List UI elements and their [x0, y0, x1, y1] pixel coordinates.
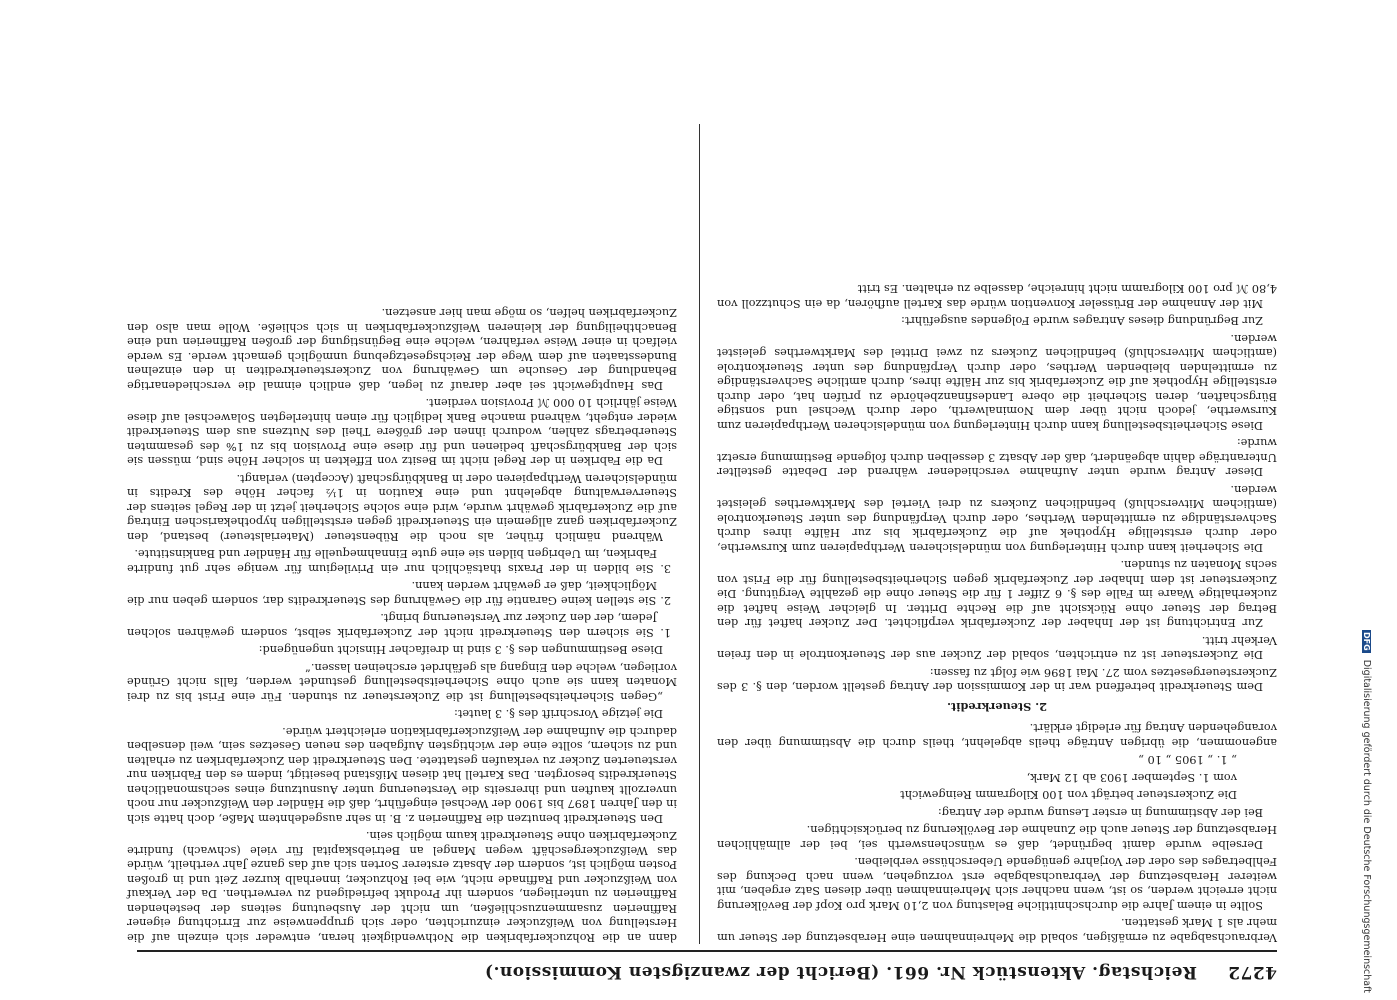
- page-title: Reichstag. Aktenstück Nr. 661. (Bericht der zwanzigsten Kommission.): [484, 962, 1197, 982]
- dfg-logo: DFG: [1362, 632, 1371, 651]
- paragraph: vom 1. September 1903 ab 12 Mark,: [1026, 771, 1237, 784]
- funding-credit: [1358, 630, 1372, 994]
- column-divider: [699, 124, 700, 944]
- header-rule: [137, 950, 1277, 952]
- paragraph: Während nämlich früher, als noch die Rübensteuer (Materialsteuer) bestand, den Zuckerfabriken ganz allgemein ein Steuerkredit gegen erststelligen hypothekarischen Eintrag auf die Zuckerfabrik gewährt wurde, wird eine solche Sicherheit jetzt in der Regel seitens der Steuerverwaltung abgelehnt und eine Kaution in 1½ facher Höhe des Kredits in mündelsicheren Werthpapieren oder in Bankbürgschaft (Accepten) verlangt.: [127, 472, 677, 543]
- paragraph: Die Sicherheit kann durch Hinterlegung von mündelsicheren Werthpapieren zum Kurswerthe, oder durch erststellige Hypothek auf die Zuckerfabrik bis zur Hälfte ihres durch Sachverständige zu ermittelnden Werthes, oder durch Verpfändung des unter Steuerkontrole (amtlichem Mitverschluß) befindlichen Zuckers zu drei Viertel des Marktwerthes geleistet werden.: [717, 483, 1277, 554]
- paragraph: „ 1. „ 1905 „ 10 „: [1138, 753, 1237, 767]
- paragraph: Das Hauptgewicht sei aber darauf zu legen, daß endlich einmal die verschiedenartige Behandlung der Gesuche um Gewährung von Zuckersteuerkrediten in den einzelnen Bundesstaaten auf dem Wege der Reichsgesetzgebung unmöglich gemacht werde. Es werde vielfach in einer Weise verfahren, welche eine Begünstigung der großen Raffinerien und eine Benachtheiligung der kleineren Weißzuckerfabriken in sich schließe. Wolle man also den Zuckerfabriken helfen, so möge man hier ansetzen.: [127, 306, 677, 392]
- left-column: [717, 64, 1277, 944]
- paragraph: 3. Sie bilden in der Praxis thatsächlich nur ein Privilegium für wenige sehr gut fundirte Fabriken, im Uebrigen bilden sie eine gute Einnahmequelle für Händler und Bankinstitute.: [127, 547, 671, 575]
- paragraph: angenommen, die übrigen Anträge theils abgelehnt, theils durch die Abstimmung über den vorangehenden Antrag für erledigt erklärt.: [717, 721, 1277, 749]
- paragraph: Die Zuckersteuer beträgt von 100 Kilogramm Reingewicht: [900, 788, 1237, 802]
- paragraph: Zur Begründung dieses Antrages wurde Folgendes ausgeführt:: [901, 314, 1263, 328]
- funding-credit-text: Digitalisierung gefördert durch die Deutsche Forschungsgemeinschaft: [1361, 659, 1372, 994]
- paragraph: Zur Entrichtung ist der Inhaber der Zuckerfabrik verpflichtet. Der Zucker haftet für den Betrag der Steuer ohne Rücksicht auf die Rechte Dritter. In gleicher Weise haftet die zuckerhaltige Waare im Falle des §. 6 Ziffer 1 für die Steuer ohne die gezahlte Vergütung. Die Zuckersteuer ist dem Inhaber der Zuckerfabrik gegen Sicherheitsbestellung für die Frist von sechs Monaten zu stunden.: [717, 558, 1277, 630]
- paragraph: dann an die Rohzuckerfabriken die Nothwendigkeit heran, entweder sich einzeln auf die Herstellung von Weißzucker einzurichten, oder sich gruppenweise zur Errichtung eigener Raffinerien zusammenzuschließen, um nicht der Ausbeutung seitens der bestehenden Raffinerien zu unterliegen, sondern ihr Produkt befriedigend zu verwerthen. Da der Verkauf von Weißzucker und Raffinade nicht, wie bei Rohzucker, innerhalb kurzer Zeit und in großen Posten möglich ist, sondern der Absatz ersterer Sorten sich auf das ganze Jahr vertheilt, würde das Weißzuckergeschäft wegen Mangel an Betriebskapital für viele (schwach) fundirte Zuckerfabriken ohne Steuerkredit kaum möglich sein.: [127, 829, 677, 944]
- paragraph: Dieser Antrag wurde unter Aufnahme verschiedener während der Debatte gestellter Unteranträge dahin abgeändert, daß der Absatz 3 desselben durch folgende Bestimmung ersetzt wurde:: [717, 436, 1277, 479]
- paragraph: Diese Sicherheitsbestellung kann durch Hinterlegung von mündelsicheren Werthpapieren zum Kurswerthe, jedoch nicht über dem Nominalwerth, oder durch Wechsel und sonstige Bürgschaften, deren Sicherheit die obere Landesfinanzbehörde zu prüfen hat, oder durch erststellige Hypothek auf die Zuckerfabrik bis zur Hälfte ihres, durch amtliche Sachverständige zu ermittelnden bleibenden Werthes, oder durch Verpfändung des unter Steuerkontrole (amtlichem Mitverschluß) befindlichen Zuckers zu zwei Drittel des Marktwerthes geleistet werden.: [717, 332, 1277, 432]
- paragraph: „Gegen Sicherheitsbestellung ist die Zuckersteuer zu stunden. Für eine Frist bis zu drei Monaten kann sie auch ohne Sicherheitsbestellung gestundet werden, falls nicht Gründe vorliegen, welche den Eingang als gefährdet erscheinen lassen.“: [127, 661, 677, 703]
- paragraph: Dem Steuerkredit betreffend war in der Kommission der Antrag gestellt worden, den §. 3 des Zuckersteuergesetzes vom 27. Mai 1896 wie folgt zu fassen:: [717, 666, 1277, 694]
- paragraph: Die jetzige Vorschrift des §. 3 lautet:: [454, 707, 663, 721]
- paragraph: Die Zuckersteuer ist zu entrichten, sobald der Zucker aus der Steuerkontrole in den freien Verkehr tritt.: [717, 634, 1277, 662]
- paragraph: Bei der Abstimmung in erster Lesung wurde der Antrag:: [937, 806, 1263, 819]
- section-heading: 2. Steuerkredit.: [947, 700, 1047, 714]
- right-column: [127, 64, 677, 944]
- paragraph: Da die Fabriken in der Regel nicht im Besitz von Effekten in solcher Höhe sind, müssen sie sich der Bankbürgschaft bedienen und für diese eine Provision bis zu 1% des gesammten Steuerbetrags zahlen, wodurch ihnen der größere Theil des Nutzens aus dem Steuerkredit wieder entgeht, während manche Bank lediglich für einen hinterlegten Solawechsel auf diese Weise jährlich 10 000 ℳ Provision verdient.: [127, 396, 677, 468]
- paragraph: Mit der Annahme der Brüsseler Konvention würde das Kartell aufhören, da ein Schutzzoll von 4,80 ℳ pro 100 Kilogramm nicht hinreiche, dasselbe zu erhalten. Es tritt: [717, 282, 1277, 310]
- paragraph: Diese Bestimmungen des §. 3 sind in dreifacher Hinsicht ungenügend:: [258, 643, 663, 657]
- page-header: [147, 956, 1277, 982]
- paragraph: Den Steuerkredit benutzen die Raffinerien z. B. in sehr ausgedehntem Maße, doch hatte sich in den Jahren 1897 bis 1900 der Wechsel eingeführt, daß die Händler den Weißzucker nur noch unverzollt kauften und ihrerseits die Versteuerung unter Ausnutzung eines sechsmonatlichen Steuerkredits besorgten. Das Kartell hat diesen Mißstand beseitigt, indem es den Fabriken nur versteuerten Zucker zu verkaufen gestattete. Den Steuerkredit den Zuckerfabriken zu erhalten und zu sichern, sollte eine der wichtigsten Aufgaben des neuen Gesetzes sein, weil denselben dadurch die Aufnahme der Weißzuckerfabrikation erleichtert würde.: [127, 725, 677, 825]
- paragraph: 2. Sie stellen keine Garantie für die Gewährung des Steuerkredits dar, sondern geben nur die Möglichkeit, daß er gewährt werden kann.: [127, 579, 671, 607]
- paragraph: Sollte in einem Jahre die durchschnittliche Belastung von 2,10 Mark pro Kopf der Bevölkerung nicht erreicht werden, so ist, wenn nachher sich Mehreinnahmen über diesen Satz ergeben, mit weiterer Herabsetzung der Verbrauchsabgabe erst vorzugehen, wenn nach Deckung des Fehlbetrages des oder der Vorjahre genügende Ueberschüsse verbleiben.: [717, 855, 1277, 912]
- paragraph: Derselbe wurde damit begründet, daß es wünschenswerth sei, bei der allmählichen Herabsetzung der Steuer auch die Zunahme der Bevölkerung zu berücksichtigen.: [717, 823, 1277, 851]
- paragraph: 1. Sie sichern den Steuerkredit nicht der Zuckerfabrik selbst, sondern gewähren solchen Jedem, der den Zucker zur Versteuerung bringt.: [127, 611, 671, 639]
- paragraph: Verbrauchsabgabe zu ermäßigen, sobald die Mehreinnahmen eine Herabsetzung der Steuer um mehr als 1 Mark gestatten.: [717, 916, 1277, 944]
- page-number: 4272: [1227, 962, 1277, 982]
